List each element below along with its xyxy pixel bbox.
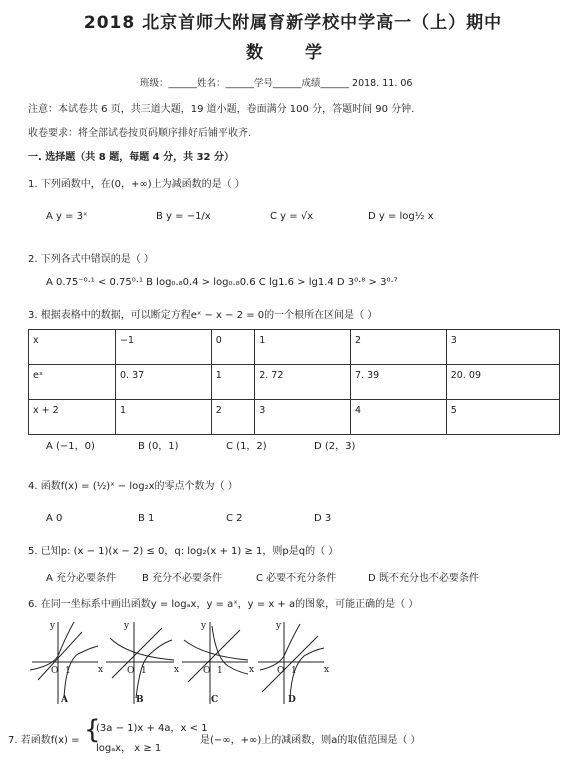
q3-option-c: C (1，2) (226, 441, 267, 452)
table-cell: x + 2 (29, 400, 116, 435)
table-cell: 0. 37 (116, 365, 212, 400)
table-cell: 1 (116, 400, 212, 435)
one-label: 1 (65, 666, 71, 676)
graph-a (30, 621, 103, 705)
section-heading: 一. 选择题（共 8 题，每题 4 分，共 32 分） (28, 152, 235, 163)
graph-c (182, 621, 254, 705)
table-cell: 1 (211, 365, 254, 400)
q3-data-table (28, 329, 560, 435)
origin-label: O (127, 666, 135, 676)
axis-x-label: x (174, 665, 180, 675)
one-label: 1 (141, 666, 147, 676)
q3-option-b: B (0，1) (138, 441, 179, 452)
exam-title: 2018 北京首师大附属育新学校中学高一（上）期中 (83, 13, 503, 33)
table-cell: 5 (446, 400, 559, 435)
table-cell: 2 (350, 330, 446, 365)
q1-option-b: B y = −1/x (156, 211, 211, 222)
q4-option-d: D 3 (314, 513, 332, 524)
graph-label-c: C (211, 695, 219, 705)
q7-case-1: (3a − 1)x + 4a，x < 1 (96, 723, 208, 734)
q1-stem: 1. 下列函数中，在(0，+∞)上为减函数的是（ ） (28, 179, 245, 190)
origin-label: O (203, 666, 211, 676)
axis-x-label: x (249, 665, 255, 675)
q1-option-c: C y = √x (270, 211, 314, 222)
q3-option-a: A (−1，0) (46, 441, 95, 452)
one-label: 1 (291, 666, 297, 676)
table-cell: −1 (116, 330, 212, 365)
axis-y-label: y (124, 621, 130, 631)
table-cell: 2 (211, 400, 254, 435)
collection-note: 收卷要求：将全部试卷按页码顺序排好后铺平收齐. (28, 128, 252, 139)
origin-label: O (277, 666, 285, 676)
q4-stem: 4. 函数f(x) = (½)ˣ − log₂x的零点个数为（ ） (28, 481, 238, 492)
origin-label: O (51, 666, 59, 676)
table-row (29, 365, 560, 400)
table-cell: 4 (350, 400, 446, 435)
table-cell: 3 (255, 400, 351, 435)
q2-stem: 2. 下列各式中错误的是（ ） (28, 254, 154, 265)
axis-x-label: x (324, 665, 330, 675)
graph-b (106, 621, 179, 705)
q4-option-a: A 0 (46, 513, 63, 524)
table-row (29, 330, 560, 365)
q2-options: A 0.75⁻⁰·¹ < 0.75⁰·¹ B log₀.₈0.4 > log₀.₈0.6 C lg1.6 > lg1.4 D 3⁰·⁸ > 3⁰·⁷ (46, 277, 398, 288)
q6-stem: 6. 在同一坐标系中画出函数y = logₐx，y = aˣ，y = x + a的图象，可能正确的是（ ） (28, 599, 419, 610)
q3-option-d: D (2，3) (314, 441, 356, 452)
q1-option-d: D y = log½ x (368, 211, 434, 222)
table-cell: 0 (211, 330, 254, 365)
table-cell: 3 (446, 330, 559, 365)
graph-d (258, 621, 329, 705)
q7-case-2: logₐx， x ≥ 1 (96, 743, 162, 754)
graph-label-b: B (136, 695, 144, 705)
graph-label-d: D (288, 695, 296, 705)
table-cell: 7. 39 (350, 365, 446, 400)
q5-stem: 5. 已知p: (x − 1)(x − 2) ≤ 0，q: log₂(x + 1) ≥ 1，则p是q的（ ） (28, 546, 339, 557)
one-label: 1 (217, 666, 223, 676)
table-cell: eˣ (29, 365, 116, 400)
table-cell: 1 (255, 330, 351, 365)
q7-suffix: 是(−∞，+∞)上的减函数，则a的取值范围是（ ） (200, 735, 421, 746)
q1-option-a: A y = 3ˣ (46, 211, 88, 222)
axis-y-label: y (50, 621, 56, 631)
table-cell: x (29, 330, 116, 365)
q5-option-c: C 必要不充分条件 (256, 573, 337, 584)
q7-prefix: 7. 若函数f(x) = (8, 735, 80, 746)
exam-note: 注意：本试卷共 6 页，共三道大题，19 道小题，卷面满分 100 分，答题时间 90 分钟. (28, 104, 415, 115)
q4-option-c: C 2 (226, 513, 243, 524)
graph-label-a: A (61, 695, 68, 705)
axis-y-label: y (276, 621, 282, 631)
q5-option-b: B 充分不必要条件 (142, 573, 223, 584)
table-cell: 2. 72 (255, 365, 351, 400)
table-row (29, 400, 560, 435)
axis-x-label: x (98, 665, 104, 675)
q3-stem: 3. 根据表格中的数据，可以断定方程eˣ − x − 2 = 0的一个根所在区间是（ ） (28, 310, 378, 321)
q6-graph-options (28, 618, 328, 708)
q5-option-d: D 既不充分也不必要条件 (368, 573, 479, 584)
table-cell: 20. 09 (446, 365, 559, 400)
student-info-line: 班级：______姓名：______学号______成绩______ 2018. 11. 06 (140, 78, 413, 89)
axis-y-label: y (201, 621, 207, 631)
piecewise-brace: { (84, 715, 101, 745)
exam-subject: 数 学 (246, 43, 340, 63)
q5-option-a: A 充分必要条件 (46, 573, 117, 584)
q4-option-b: B 1 (138, 513, 155, 524)
